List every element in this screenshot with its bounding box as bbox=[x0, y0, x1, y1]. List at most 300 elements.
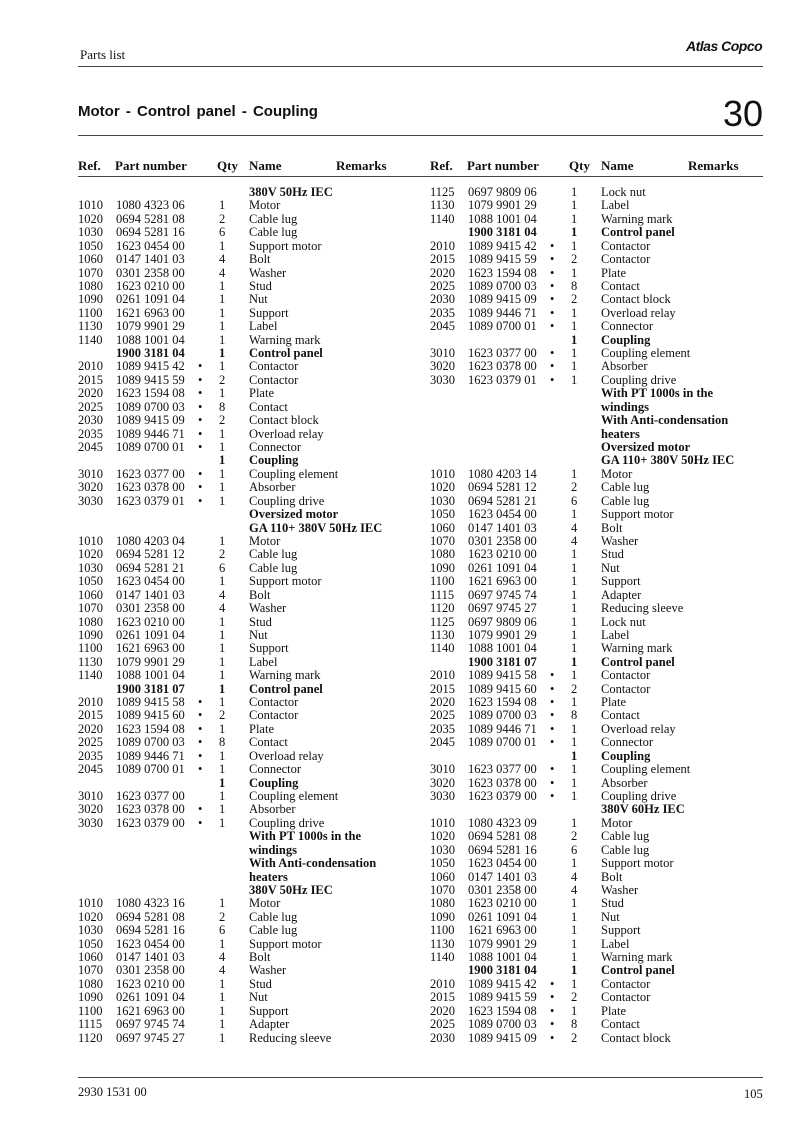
bullet-mark: • bbox=[550, 265, 555, 280]
table-row bbox=[430, 589, 770, 602]
part-number-cell: 1089 9415 60 bbox=[116, 708, 185, 723]
name-cell: Support motor bbox=[601, 507, 674, 522]
name-cell: Contactor bbox=[249, 708, 299, 723]
qty-cell: 1 bbox=[219, 695, 226, 710]
qty-cell: 6 bbox=[219, 560, 226, 575]
part-number-cell: 0697 9745 27 bbox=[468, 601, 537, 616]
ref-cell: 1125 bbox=[430, 614, 455, 629]
part-number-cell: 1623 0210 00 bbox=[116, 278, 185, 293]
name-cell: Absorber bbox=[249, 802, 296, 817]
qty-cell: 1 bbox=[219, 748, 226, 763]
bullet-mark: • bbox=[550, 1017, 555, 1032]
qty-cell: 1 bbox=[219, 1003, 226, 1018]
qty-cell: 1 bbox=[571, 305, 578, 320]
name-cell: Washer bbox=[249, 601, 287, 616]
name-cell: Lock nut bbox=[601, 185, 646, 199]
qty-cell: 2 bbox=[219, 413, 226, 428]
part-number-cell: 1088 1001 04 bbox=[468, 211, 537, 226]
name-cell: Control panel bbox=[601, 654, 675, 669]
name-cell: Reducing sleeve bbox=[601, 601, 684, 616]
table-row bbox=[78, 481, 418, 494]
table-row bbox=[430, 280, 770, 293]
table-row bbox=[430, 830, 770, 843]
ref-cell: 2010 bbox=[78, 695, 103, 710]
part-number-cell: 0301 2358 00 bbox=[468, 533, 537, 548]
qty-cell: 1 bbox=[219, 305, 226, 320]
qty-cell: 1 bbox=[219, 788, 226, 803]
ref-cell: 1030 bbox=[430, 493, 455, 508]
table-row bbox=[430, 978, 770, 991]
table-row bbox=[430, 535, 770, 548]
bullet-mark: • bbox=[550, 788, 555, 803]
table-row bbox=[430, 924, 770, 937]
name-cell: Nut bbox=[249, 292, 268, 307]
ref-cell: 1010 bbox=[430, 815, 455, 830]
bullet-mark: • bbox=[198, 735, 203, 750]
table-row bbox=[78, 522, 418, 535]
part-number-cell: 0261 1091 04 bbox=[116, 627, 185, 642]
part-number-cell: 1621 6963 00 bbox=[468, 574, 537, 589]
table-row bbox=[430, 696, 770, 709]
part-number-cell: 1623 0379 01 bbox=[116, 493, 185, 508]
name-cell: Overload relay bbox=[249, 426, 324, 441]
ref-cell: 2045 bbox=[78, 440, 103, 455]
col-part-label: Part number bbox=[115, 158, 187, 173]
ref-cell: 1140 bbox=[78, 332, 103, 347]
ref-cell: 2020 bbox=[430, 695, 455, 710]
table-row bbox=[78, 320, 418, 333]
table-row bbox=[430, 844, 770, 857]
qty-cell: 2 bbox=[219, 708, 226, 723]
ref-cell: 3030 bbox=[78, 815, 103, 830]
table-row bbox=[78, 871, 418, 884]
table-row bbox=[430, 441, 770, 454]
ref-cell: 3010 bbox=[430, 762, 455, 777]
name-cell: Bolt bbox=[249, 950, 271, 965]
table-row bbox=[78, 723, 418, 736]
ref-cell: 2045 bbox=[430, 319, 455, 334]
part-number-cell: 1088 1001 04 bbox=[468, 950, 537, 965]
qty-cell: 1 bbox=[571, 198, 578, 213]
qty-cell: 1 bbox=[219, 1017, 226, 1032]
qty-cell: 1 bbox=[219, 721, 226, 736]
part-number-cell: 1089 0700 01 bbox=[468, 319, 537, 334]
ref-cell: 1140 bbox=[430, 641, 455, 656]
bullet-mark: • bbox=[550, 668, 555, 683]
qty-cell: 4 bbox=[219, 601, 226, 616]
qty-cell: 1 bbox=[571, 614, 578, 629]
name-cell: Support bbox=[249, 305, 289, 320]
bullet-mark: • bbox=[198, 413, 203, 428]
part-number-cell: 1089 9415 59 bbox=[116, 372, 185, 387]
ref-cell: 2020 bbox=[430, 1003, 455, 1018]
table-row bbox=[78, 575, 418, 588]
qty-cell: 1 bbox=[571, 211, 578, 226]
ref-cell: 1070 bbox=[430, 533, 455, 548]
ref-cell: 2045 bbox=[78, 762, 103, 777]
table-row bbox=[78, 1018, 418, 1031]
name-cell: Coupling bbox=[601, 332, 651, 347]
table-row bbox=[78, 280, 418, 293]
col-remarks-label: Remarks bbox=[336, 158, 387, 173]
qty-cell: 1 bbox=[219, 654, 226, 669]
table-row bbox=[78, 267, 418, 280]
name-cell: Coupling drive bbox=[249, 815, 325, 830]
name-cell: Contactor bbox=[249, 695, 299, 710]
ref-cell: 3030 bbox=[78, 493, 103, 508]
qty-cell: 4 bbox=[571, 520, 578, 535]
part-number-cell: 1621 6963 00 bbox=[468, 923, 537, 938]
table-row bbox=[430, 602, 770, 615]
name-cell: Cable lug bbox=[249, 211, 298, 226]
name-cell: Contact bbox=[601, 1017, 640, 1032]
ref-cell: 1020 bbox=[78, 547, 103, 562]
qty-cell: 1 bbox=[571, 788, 578, 803]
table-row bbox=[430, 777, 770, 790]
bullet-mark: • bbox=[198, 802, 203, 817]
part-number-cell: 1089 0700 03 bbox=[116, 399, 185, 414]
ref-cell: 2025 bbox=[430, 1017, 455, 1032]
table-row bbox=[78, 763, 418, 776]
name-cell: Nut bbox=[249, 627, 268, 642]
part-number-cell: 1623 1594 08 bbox=[116, 386, 185, 401]
name-cell: Coupling bbox=[249, 775, 299, 790]
table-row bbox=[430, 790, 770, 803]
qty-cell: 4 bbox=[219, 950, 226, 965]
table-row bbox=[78, 924, 418, 937]
table-row bbox=[78, 777, 418, 790]
qty-cell: 1 bbox=[571, 238, 578, 253]
name-cell: Label bbox=[601, 627, 630, 642]
table-row bbox=[78, 642, 418, 655]
name-cell: Lock nut bbox=[601, 614, 646, 629]
qty-cell: 1 bbox=[571, 1003, 578, 1018]
ref-cell: 1115 bbox=[78, 1017, 103, 1032]
bullet-mark: • bbox=[550, 292, 555, 307]
name-cell: Cable lug bbox=[601, 493, 650, 508]
ref-cell: 3020 bbox=[78, 802, 103, 817]
part-number-cell: 0147 1401 03 bbox=[468, 869, 537, 884]
part-number-cell: 1623 0454 00 bbox=[468, 856, 537, 871]
name-cell: Contactor bbox=[601, 990, 651, 1005]
qty-cell: 4 bbox=[571, 869, 578, 884]
ref-cell: 1020 bbox=[78, 909, 103, 924]
table-row bbox=[78, 589, 418, 602]
part-number-cell: 1900 3181 04 bbox=[116, 346, 185, 361]
ref-cell: 1100 bbox=[430, 574, 455, 589]
part-number-cell: 1089 9415 58 bbox=[468, 668, 537, 683]
ref-cell: 1050 bbox=[78, 574, 103, 589]
name-cell: Support bbox=[601, 923, 641, 938]
ref-cell: 2030 bbox=[430, 292, 455, 307]
part-number-cell: 1623 0379 00 bbox=[116, 815, 185, 830]
bullet-mark: • bbox=[550, 346, 555, 361]
part-number-cell: 1079 9901 29 bbox=[468, 198, 537, 213]
name-cell: windings bbox=[249, 842, 297, 857]
qty-cell: 1 bbox=[219, 346, 226, 361]
part-number-cell: 0697 9745 74 bbox=[116, 1017, 185, 1032]
name-cell: Cable lug bbox=[249, 923, 298, 938]
part-number-cell: 1088 1001 04 bbox=[468, 641, 537, 656]
name-cell: Support motor bbox=[249, 936, 322, 951]
ref-cell: 1090 bbox=[78, 627, 103, 642]
name-cell: Warning mark bbox=[249, 668, 321, 683]
qty-cell: 4 bbox=[571, 882, 578, 897]
table-row bbox=[78, 548, 418, 561]
part-number-cell: 1089 9415 09 bbox=[468, 292, 537, 307]
table-row bbox=[78, 790, 418, 803]
name-cell: Support bbox=[249, 641, 289, 656]
table-row bbox=[430, 401, 770, 414]
part-number-cell: 1088 1001 04 bbox=[116, 332, 185, 347]
name-cell: Contact block bbox=[601, 1030, 671, 1045]
part-number-cell: 1623 0454 00 bbox=[468, 507, 537, 522]
ref-cell: 1020 bbox=[430, 829, 455, 844]
name-cell: Bolt bbox=[249, 252, 271, 267]
qty-cell: 1 bbox=[571, 654, 578, 669]
table-row bbox=[78, 468, 418, 481]
part-number-cell: 1089 9415 58 bbox=[116, 695, 185, 710]
ref-cell: 3030 bbox=[430, 372, 455, 387]
table-row bbox=[78, 978, 418, 991]
name-cell: Coupling drive bbox=[249, 493, 325, 508]
bullet-mark: • bbox=[198, 708, 203, 723]
qty-cell: 8 bbox=[571, 1017, 578, 1032]
part-number-cell: 1089 9415 42 bbox=[468, 976, 537, 991]
name-cell: Adapter bbox=[249, 1017, 290, 1032]
name-cell: Contact block bbox=[249, 413, 319, 428]
ref-cell: 1010 bbox=[78, 533, 103, 548]
qty-cell: 2 bbox=[571, 480, 578, 495]
qty-cell: 6 bbox=[219, 923, 226, 938]
name-cell: Motor bbox=[601, 466, 633, 481]
table-row bbox=[78, 629, 418, 642]
table-row bbox=[430, 374, 770, 387]
footer-rule bbox=[78, 1077, 763, 1078]
qty-cell: 4 bbox=[219, 265, 226, 280]
qty-cell: 1 bbox=[219, 762, 226, 777]
ref-cell: 1100 bbox=[78, 305, 103, 320]
name-cell: Contactor bbox=[601, 976, 651, 991]
name-cell: GA 110+ 380V 50Hz IEC bbox=[601, 453, 735, 468]
name-cell: Connector bbox=[249, 440, 302, 455]
table-row bbox=[430, 884, 770, 897]
name-cell: Control panel bbox=[601, 225, 675, 240]
table-row bbox=[430, 763, 770, 776]
qty-cell: 1 bbox=[219, 278, 226, 293]
table-row bbox=[430, 334, 770, 347]
part-number-cell: 0147 1401 03 bbox=[468, 520, 537, 535]
ref-cell: 1020 bbox=[78, 211, 103, 226]
name-cell: Support motor bbox=[249, 238, 322, 253]
table-row bbox=[430, 817, 770, 830]
table-row bbox=[430, 495, 770, 508]
part-number-cell: 0301 2358 00 bbox=[116, 963, 185, 978]
name-cell: Bolt bbox=[249, 587, 271, 602]
qty-cell: 1 bbox=[571, 346, 578, 361]
table-row bbox=[430, 750, 770, 763]
ref-cell: 1010 bbox=[78, 198, 103, 213]
ref-cell: 1050 bbox=[430, 507, 455, 522]
name-cell: Connector bbox=[601, 319, 654, 334]
ref-cell: 1115 bbox=[430, 587, 455, 602]
qty-cell: 1 bbox=[219, 627, 226, 642]
qty-cell: 2 bbox=[571, 292, 578, 307]
ref-cell: 1130 bbox=[78, 319, 103, 334]
part-number-cell: 0694 5281 12 bbox=[468, 480, 537, 495]
part-number-cell: 1079 9901 29 bbox=[116, 319, 185, 334]
bullet-mark: • bbox=[550, 319, 555, 334]
ref-cell: 1060 bbox=[78, 950, 103, 965]
table-row bbox=[78, 334, 418, 347]
qty-cell: 1 bbox=[219, 668, 226, 683]
name-cell: Absorber bbox=[601, 359, 648, 374]
bullet-mark: • bbox=[198, 721, 203, 736]
ref-cell: 2020 bbox=[78, 721, 103, 736]
part-number-cell: 1080 4323 09 bbox=[468, 815, 537, 830]
name-cell: Cable lug bbox=[249, 225, 298, 240]
table-row bbox=[430, 387, 770, 400]
bullet-mark: • bbox=[550, 695, 555, 710]
name-cell: Label bbox=[249, 654, 278, 669]
ref-cell: 1010 bbox=[430, 466, 455, 481]
part-number-cell: 1623 0378 00 bbox=[116, 480, 185, 495]
table-row bbox=[430, 723, 770, 736]
name-cell: Warning mark bbox=[601, 211, 673, 226]
ref-cell: 3030 bbox=[430, 788, 455, 803]
name-cell: Label bbox=[601, 936, 630, 951]
table-row bbox=[78, 441, 418, 454]
part-number-cell: 0147 1401 03 bbox=[116, 252, 185, 267]
qty-cell: 2 bbox=[219, 211, 226, 226]
col-ref-label: Ref. bbox=[78, 158, 101, 173]
qty-cell: 6 bbox=[571, 493, 578, 508]
qty-cell: 4 bbox=[219, 963, 226, 978]
table-row bbox=[78, 844, 418, 857]
right-parts-table bbox=[430, 186, 770, 1045]
table-row bbox=[78, 508, 418, 521]
document-number: 2930 1531 00 bbox=[78, 1085, 147, 1099]
name-cell: Contactor bbox=[249, 372, 299, 387]
table-row bbox=[78, 830, 418, 843]
qty-cell: 1 bbox=[571, 507, 578, 522]
name-cell: Washer bbox=[249, 963, 287, 978]
part-number-cell: 1089 0700 01 bbox=[116, 440, 185, 455]
table-row bbox=[430, 468, 770, 481]
name-cell: With Anti-condensation bbox=[249, 856, 377, 871]
left-column-header bbox=[78, 158, 418, 172]
table-row bbox=[430, 293, 770, 306]
name-cell: Reducing sleeve bbox=[249, 1030, 332, 1045]
part-number-cell: 1623 0210 00 bbox=[468, 896, 537, 911]
ref-cell: 1090 bbox=[430, 560, 455, 575]
table-row bbox=[78, 414, 418, 427]
part-number-cell: 1088 1001 04 bbox=[116, 668, 185, 683]
bullet-mark: • bbox=[198, 762, 203, 777]
qty-cell: 1 bbox=[571, 332, 578, 347]
name-cell: GA 110+ 380V 50Hz IEC bbox=[249, 520, 383, 535]
table-row bbox=[78, 817, 418, 830]
part-number-cell: 1623 0454 00 bbox=[116, 936, 185, 951]
qty-cell: 1 bbox=[571, 627, 578, 642]
qty-cell: 1 bbox=[219, 936, 226, 951]
col-remarks-label: Remarks bbox=[688, 158, 739, 173]
qty-cell: 2 bbox=[571, 990, 578, 1005]
table-row bbox=[430, 508, 770, 521]
qty-cell: 1 bbox=[219, 198, 226, 213]
bullet-mark: • bbox=[198, 480, 203, 495]
qty-cell: 8 bbox=[219, 735, 226, 750]
ref-cell: 2010 bbox=[78, 359, 103, 374]
part-number-cell: 1089 0700 03 bbox=[468, 278, 537, 293]
name-cell: Cable lug bbox=[601, 842, 650, 857]
name-cell: Connector bbox=[249, 762, 302, 777]
qty-cell: 1 bbox=[571, 466, 578, 481]
qty-cell: 1 bbox=[571, 601, 578, 616]
table-row bbox=[430, 360, 770, 373]
table-row bbox=[430, 911, 770, 924]
table-row bbox=[430, 669, 770, 682]
qty-cell: 1 bbox=[219, 815, 226, 830]
table-row bbox=[78, 602, 418, 615]
part-number-cell: 0697 9745 27 bbox=[116, 1030, 185, 1045]
part-number-cell: 1079 9901 29 bbox=[468, 936, 537, 951]
qty-cell: 1 bbox=[571, 936, 578, 951]
table-row bbox=[430, 897, 770, 910]
ref-cell: 1120 bbox=[78, 1030, 103, 1045]
name-cell: Motor bbox=[249, 198, 281, 213]
table-row bbox=[78, 884, 418, 897]
name-cell: Contact block bbox=[601, 292, 671, 307]
part-number-cell: 0147 1401 03 bbox=[116, 587, 185, 602]
ref-cell: 2020 bbox=[78, 386, 103, 401]
ref-cell: 2015 bbox=[430, 252, 455, 267]
part-number-cell: 0694 5281 21 bbox=[468, 493, 537, 508]
table-row bbox=[78, 1032, 418, 1045]
table-row bbox=[78, 495, 418, 508]
table-row bbox=[78, 696, 418, 709]
name-cell: Cable lug bbox=[601, 829, 650, 844]
bullet-mark: • bbox=[550, 372, 555, 387]
part-number-cell: 1080 4203 04 bbox=[116, 533, 185, 548]
name-cell: Coupling element bbox=[249, 466, 339, 481]
qty-cell: 1 bbox=[571, 587, 578, 602]
part-number-cell: 0697 9809 06 bbox=[468, 185, 537, 199]
ref-cell: 1050 bbox=[430, 856, 455, 871]
name-cell: Motor bbox=[249, 533, 281, 548]
ref-cell: 2015 bbox=[78, 372, 103, 387]
ref-cell: 1030 bbox=[430, 842, 455, 857]
part-number-cell: 0694 5281 08 bbox=[116, 211, 185, 226]
part-number-cell: 0694 5281 16 bbox=[116, 923, 185, 938]
table-row bbox=[430, 240, 770, 253]
ref-cell: 2015 bbox=[430, 681, 455, 696]
name-cell: Connector bbox=[601, 735, 654, 750]
table-row bbox=[430, 871, 770, 884]
qty-cell: 1 bbox=[219, 641, 226, 656]
section-number: 30 bbox=[723, 93, 764, 134]
name-cell: Plate bbox=[249, 386, 274, 401]
part-number-cell: 1623 0210 00 bbox=[468, 547, 537, 562]
part-number-cell: 1623 0454 00 bbox=[116, 238, 185, 253]
name-cell: Contact bbox=[601, 278, 640, 293]
qty-cell: 2 bbox=[219, 909, 226, 924]
table-row bbox=[78, 951, 418, 964]
part-number-cell: 0301 2358 00 bbox=[468, 882, 537, 897]
ref-cell: 1120 bbox=[430, 601, 455, 616]
name-cell: Nut bbox=[601, 909, 620, 924]
name-cell: 380V 50Hz IEC bbox=[249, 185, 333, 199]
